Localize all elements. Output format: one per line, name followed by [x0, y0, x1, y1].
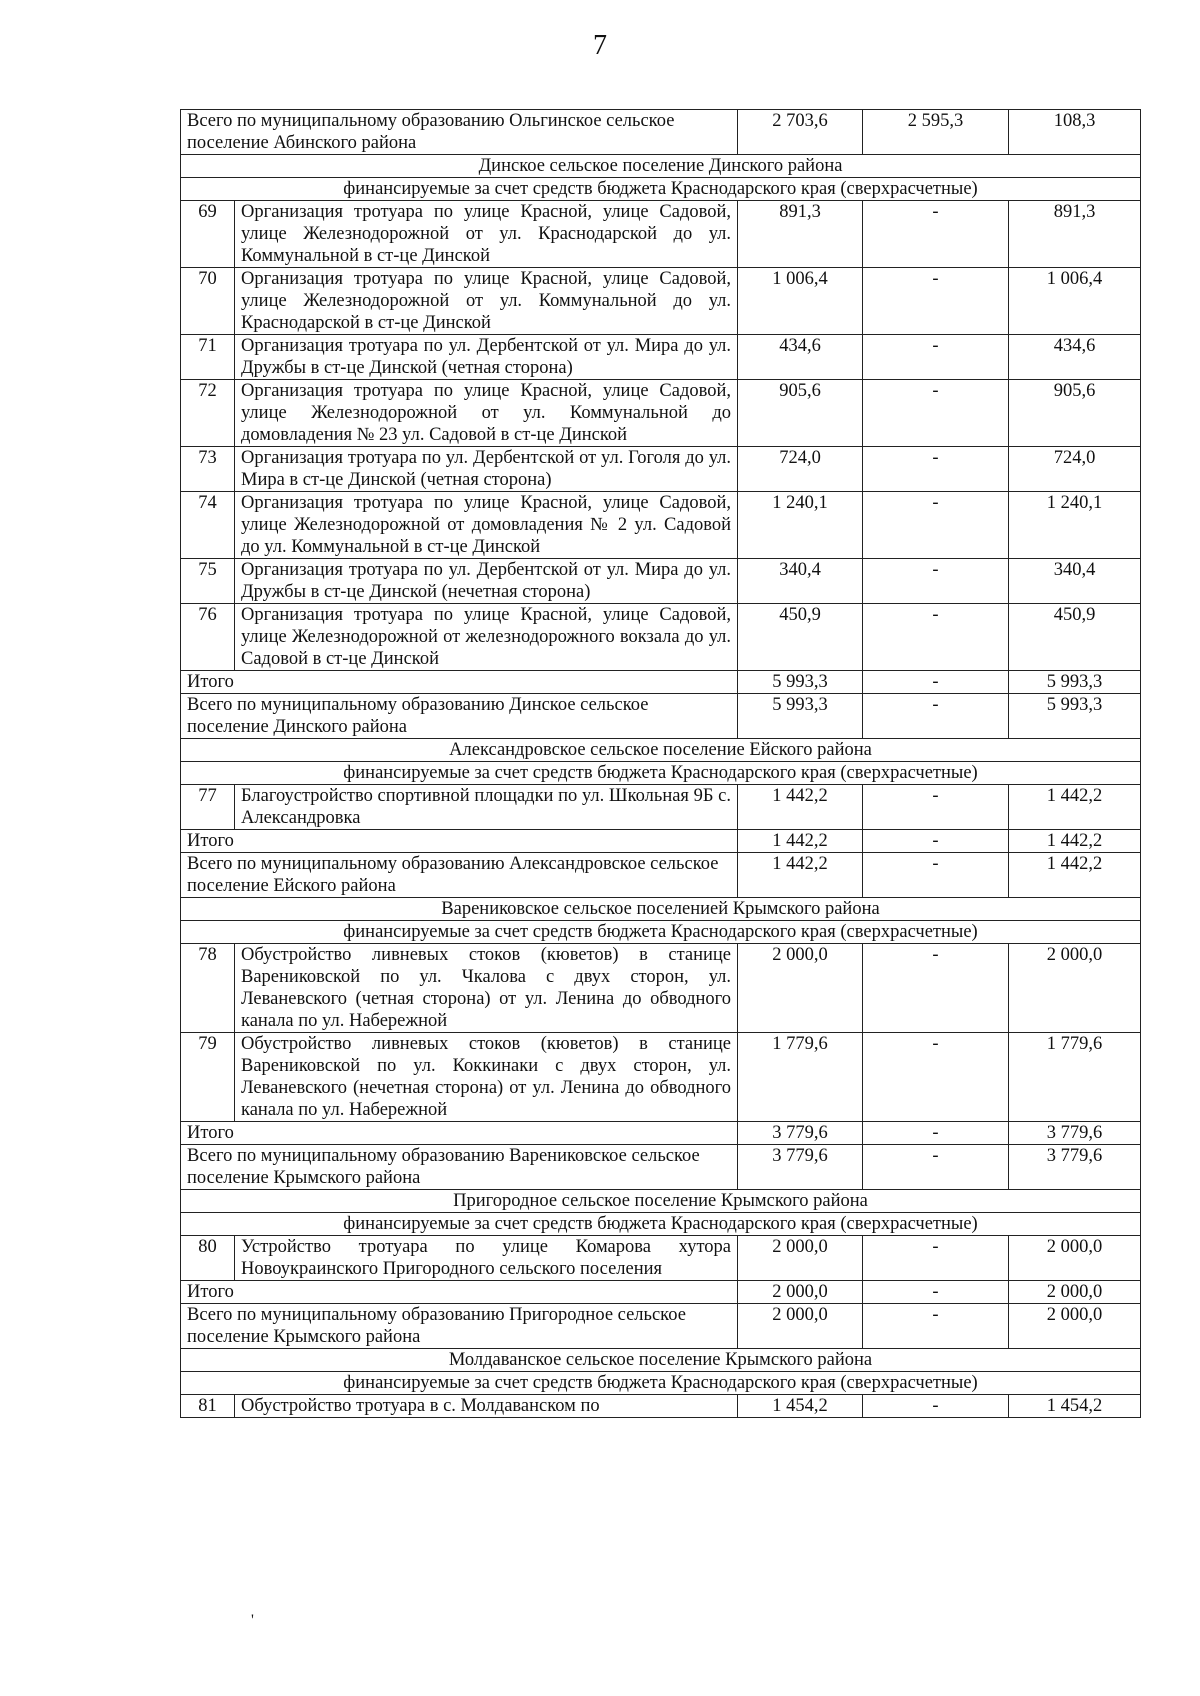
- funding-source: финансируемые за счет средств бюджета Краснодарского края (сверхрасчетные): [181, 1213, 1141, 1236]
- row-description: Организация тротуара по улице Красной, улице Садовой, улице Железнодорожной от домовладения № 2 ул. Садовой до ул. Коммунальной в ст-це Динской: [235, 492, 738, 559]
- subtotal-label: Итого: [181, 830, 738, 853]
- table-row: [181, 785, 1141, 830]
- budget-table: [180, 109, 1141, 1418]
- table-row: [181, 380, 1141, 447]
- row-number: 78: [181, 944, 235, 1033]
- value-cell: 1 779,6: [738, 1033, 863, 1122]
- value-cell: -: [863, 671, 1009, 694]
- value-cell: 2 000,0: [1009, 1304, 1141, 1349]
- settlement-name: Динское сельское поселение Динского района: [181, 155, 1141, 178]
- subtotal-row: [181, 1281, 1141, 1304]
- value-cell: -: [863, 1033, 1009, 1122]
- value-cell: -: [863, 785, 1009, 830]
- row-number: 80: [181, 1236, 235, 1281]
- value-cell: 2 703,6: [738, 110, 863, 155]
- value-cell: -: [863, 559, 1009, 604]
- subtotal-row: [181, 1122, 1141, 1145]
- table-row: [181, 944, 1141, 1033]
- table-row: [181, 201, 1141, 268]
- value-cell: 3 779,6: [1009, 1122, 1141, 1145]
- value-cell: 3 779,6: [738, 1122, 863, 1145]
- value-cell: -: [863, 830, 1009, 853]
- table-row: [181, 1395, 1141, 1418]
- row-number: 81: [181, 1395, 235, 1418]
- row-description: Организация тротуара по улице Красной, улице Садовой, улице Железнодорожной от ул. Коммунальной до домовладения № 23 ул. Садовой в ст-це Динской: [235, 380, 738, 447]
- value-cell: -: [863, 201, 1009, 268]
- value-cell: 891,3: [1009, 201, 1141, 268]
- funding-source: финансируемые за счет средств бюджета Краснодарского края (сверхрасчетные): [181, 762, 1141, 785]
- value-cell: 340,4: [1009, 559, 1141, 604]
- value-cell: -: [863, 268, 1009, 335]
- value-cell: 434,6: [738, 335, 863, 380]
- value-cell: 2 000,0: [1009, 944, 1141, 1033]
- table-row: [181, 335, 1141, 380]
- row-number: 73: [181, 447, 235, 492]
- value-cell: 1 442,2: [738, 830, 863, 853]
- value-cell: 2 000,0: [738, 1236, 863, 1281]
- settlement-header-row: [181, 1190, 1141, 1213]
- table-row: [181, 492, 1141, 559]
- value-cell: -: [863, 853, 1009, 898]
- stray-mark: ': [251, 1612, 254, 1629]
- page-number: 7: [593, 30, 607, 61]
- value-cell: 5 993,3: [1009, 694, 1141, 739]
- row-description: Организация тротуара по улице Красной, улице Садовой, улице Железнодорожной от ул. Коммунальной до ул. Краснодарской в ст-це Динской: [235, 268, 738, 335]
- table-row: [181, 1033, 1141, 1122]
- value-cell: 905,6: [738, 380, 863, 447]
- row-number: 76: [181, 604, 235, 671]
- value-cell: -: [863, 604, 1009, 671]
- settlement-header-row: [181, 155, 1141, 178]
- row-number: 69: [181, 201, 235, 268]
- value-cell: 5 993,3: [738, 671, 863, 694]
- value-cell: 724,0: [738, 447, 863, 492]
- value-cell: -: [863, 492, 1009, 559]
- value-cell: 5 993,3: [738, 694, 863, 739]
- row-description: Организация тротуара по улице Красной, улице Садовой, улице Железнодорожной от железнодорожного вокзала до ул. Садовой в ст-це Динской: [235, 604, 738, 671]
- row-number: 77: [181, 785, 235, 830]
- value-cell: 1 006,4: [1009, 268, 1141, 335]
- value-cell: 1 240,1: [1009, 492, 1141, 559]
- settlement-name: Молдаванское сельское поселение Крымского района: [181, 1349, 1141, 1372]
- table-row: [181, 559, 1141, 604]
- municipal-total-label: Всего по муниципальному образованию Динское сельское поселение Динского района: [181, 694, 738, 739]
- value-cell: 3 779,6: [1009, 1145, 1141, 1190]
- municipal-total-label: Всего по муниципальному образованию Пригородное сельское поселение Крымского района: [181, 1304, 738, 1349]
- value-cell: 108,3: [1009, 110, 1141, 155]
- municipal-total-label: Всего по муниципальному образованию Варениковское сельское поселение Крымского района: [181, 1145, 738, 1190]
- value-cell: 724,0: [1009, 447, 1141, 492]
- value-cell: 1 442,2: [1009, 853, 1141, 898]
- funding-source: финансируемые за счет средств бюджета Краснодарского края (сверхрасчетные): [181, 1372, 1141, 1395]
- municipal-total-label: Всего по муниципальному образованию Ольгинское сельское поселение Абинского района: [181, 110, 738, 155]
- row-number: 74: [181, 492, 235, 559]
- subtotal-row: [181, 830, 1141, 853]
- value-cell: 1 454,2: [1009, 1395, 1141, 1418]
- table-row: [181, 268, 1141, 335]
- funding-source-row: [181, 178, 1141, 201]
- municipal-total-label: Всего по муниципальному образованию Александровское сельское поселение Ейского района: [181, 853, 738, 898]
- funding-source: финансируемые за счет средств бюджета Краснодарского края (сверхрасчетные): [181, 921, 1141, 944]
- row-number: 75: [181, 559, 235, 604]
- value-cell: 3 779,6: [738, 1145, 863, 1190]
- row-description: Устройство тротуара по улице Комарова хутора Новоукраинского Пригородного сельского поселения: [235, 1236, 738, 1281]
- value-cell: 450,9: [1009, 604, 1141, 671]
- value-cell: 340,4: [738, 559, 863, 604]
- value-cell: 2 000,0: [738, 1281, 863, 1304]
- row-description: Благоустройство спортивной площадки по ул. Школьная 9Б с. Александровка: [235, 785, 738, 830]
- settlement-header-row: [181, 898, 1141, 921]
- row-description: Обустройство тротуара в с. Молдаванском по: [235, 1395, 738, 1418]
- subtotal-label: Итого: [181, 671, 738, 694]
- subtotal-row: [181, 671, 1141, 694]
- value-cell: 434,6: [1009, 335, 1141, 380]
- table-row: [181, 447, 1141, 492]
- value-cell: 2 595,3: [863, 110, 1009, 155]
- value-cell: 1 454,2: [738, 1395, 863, 1418]
- value-cell: -: [863, 694, 1009, 739]
- table-row: [181, 1236, 1141, 1281]
- row-description: Организация тротуара по ул. Дербентской от ул. Гоголя до ул. Мира в ст-це Динской (четная сторона): [235, 447, 738, 492]
- value-cell: 2 000,0: [738, 944, 863, 1033]
- value-cell: -: [863, 1281, 1009, 1304]
- row-number: 72: [181, 380, 235, 447]
- settlement-name: Варениковское сельское поселенией Крымского района: [181, 898, 1141, 921]
- value-cell: -: [863, 1304, 1009, 1349]
- value-cell: 1 240,1: [738, 492, 863, 559]
- value-cell: 1 442,2: [738, 853, 863, 898]
- value-cell: 1 006,4: [738, 268, 863, 335]
- total-row: [181, 1304, 1141, 1349]
- row-description: Организация тротуара по улице Красной, улице Садовой, улице Железнодорожной от ул. Краснодарской до ул. Коммунальной в ст-це Динской: [235, 201, 738, 268]
- funding-source-row: [181, 1213, 1141, 1236]
- table-body: [181, 110, 1141, 1418]
- value-cell: 1 779,6: [1009, 1033, 1141, 1122]
- value-cell: 905,6: [1009, 380, 1141, 447]
- row-number: 70: [181, 268, 235, 335]
- value-cell: -: [863, 944, 1009, 1033]
- settlement-header-row: [181, 739, 1141, 762]
- total-row: [181, 110, 1141, 155]
- value-cell: 2 000,0: [738, 1304, 863, 1349]
- settlement-name: Александровское сельское поселение Ейского района: [181, 739, 1141, 762]
- value-cell: 2 000,0: [1009, 1236, 1141, 1281]
- value-cell: -: [863, 335, 1009, 380]
- settlement-name: Пригородное сельское поселение Крымского района: [181, 1190, 1141, 1213]
- value-cell: -: [863, 1145, 1009, 1190]
- value-cell: -: [863, 380, 1009, 447]
- value-cell: 1 442,2: [738, 785, 863, 830]
- row-description: Обустройство ливневых стоков (кюветов) в станице Варениковской по ул. Чкалова с двух сторон, ул. Леваневского (четная сторона) от ул. Ленина до обводного канала по ул. Набережной: [235, 944, 738, 1033]
- subtotal-label: Итого: [181, 1122, 738, 1145]
- settlement-header-row: [181, 1349, 1141, 1372]
- value-cell: -: [863, 1395, 1009, 1418]
- row-number: 71: [181, 335, 235, 380]
- row-description: Организация тротуара по ул. Дербентской от ул. Мира до ул. Дружбы в ст-це Динской (нечетная сторона): [235, 559, 738, 604]
- funding-source-row: [181, 762, 1141, 785]
- subtotal-label: Итого: [181, 1281, 738, 1304]
- value-cell: 1 442,2: [1009, 785, 1141, 830]
- value-cell: -: [863, 1236, 1009, 1281]
- value-cell: 450,9: [738, 604, 863, 671]
- value-cell: 1 442,2: [1009, 830, 1141, 853]
- value-cell: 891,3: [738, 201, 863, 268]
- row-number: 79: [181, 1033, 235, 1122]
- value-cell: 2 000,0: [1009, 1281, 1141, 1304]
- total-row: [181, 694, 1141, 739]
- value-cell: -: [863, 447, 1009, 492]
- funding-source-row: [181, 1372, 1141, 1395]
- table-row: [181, 604, 1141, 671]
- row-description: Организация тротуара по ул. Дербентской от ул. Мира до ул. Дружбы в ст-це Динской (четная сторона): [235, 335, 738, 380]
- value-cell: 5 993,3: [1009, 671, 1141, 694]
- value-cell: -: [863, 1122, 1009, 1145]
- row-description: Обустройство ливневых стоков (кюветов) в станице Варениковской по ул. Коккинаки с двух сторон, ул. Леваневского (нечетная сторона) от ул. Ленина до обводного канала по ул. Набережной: [235, 1033, 738, 1122]
- funding-source: финансируемые за счет средств бюджета Краснодарского края (сверхрасчетные): [181, 178, 1141, 201]
- total-row: [181, 853, 1141, 898]
- funding-source-row: [181, 921, 1141, 944]
- total-row: [181, 1145, 1141, 1190]
